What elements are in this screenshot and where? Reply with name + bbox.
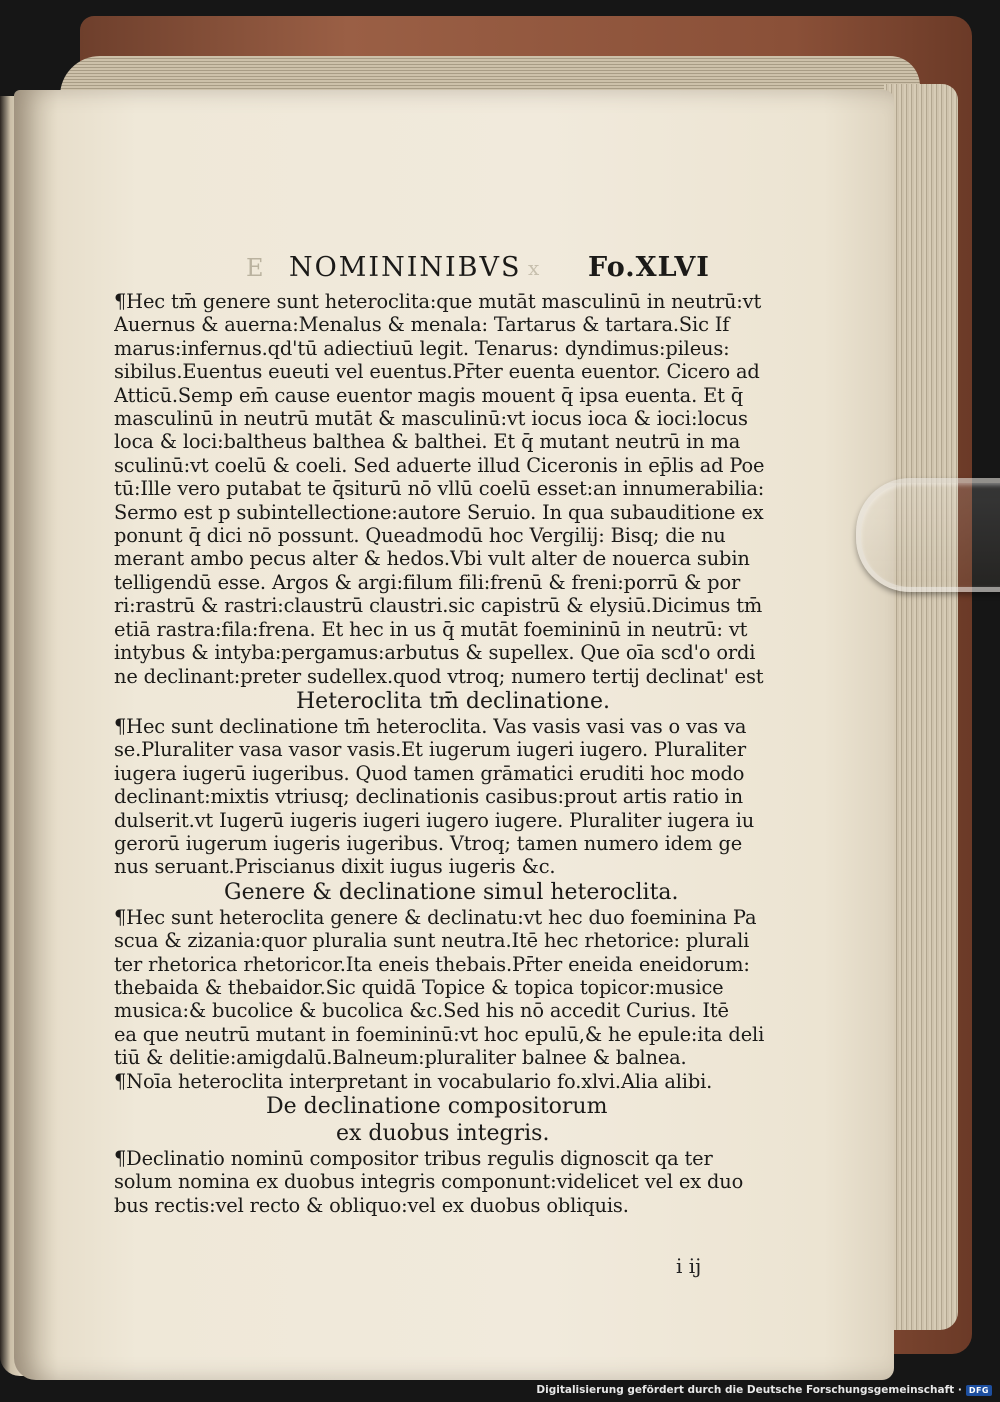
text-line: ea que neutrū mutant in foemininū:vt hoc epulū,& he epule:ita deli bbox=[114, 1022, 765, 1046]
text-line: dulserit.vt Iugerū iugeris iugeri iugero iugere. Pluraliter iugera iu bbox=[114, 808, 755, 832]
page-clip bbox=[856, 478, 1000, 592]
text-line: Auernus & auerna:Menalus & menala: Tartarus & tartara.Sic If bbox=[114, 313, 730, 337]
text-line: gerorū iugerum iugeris iugeribus. Vtroq; tamen numero idem ge bbox=[114, 831, 743, 855]
text-line: scua & zizania:quor pluralia sunt neutra.Itē hec rhetorice: plurali bbox=[114, 929, 750, 953]
text-line: marus:infernus.qd'tū adiectiuū legit. Tenarus: dyndimus:pileus: bbox=[114, 336, 730, 360]
text-line: ¶Hec sunt heteroclita genere & declinatu:vt hec duo foeminina Pa bbox=[114, 905, 757, 929]
folio-number: Fo.XLVI bbox=[588, 252, 710, 283]
text-line: se.Pluraliter vasa vasor vasis.Et iugerum iugeri iugero. Pluraliter bbox=[114, 738, 746, 762]
section-heading-genere-declinatione: Genere & declinatione simul heteroclita. bbox=[224, 879, 679, 905]
book-page bbox=[14, 90, 894, 1380]
paragraph-genere-declinatione bbox=[114, 906, 784, 1093]
text-line: bus rectis:vel recto & obliquo:vel ex duobus obliquis. bbox=[114, 1193, 629, 1217]
running-title: NOMININIBVS bbox=[289, 252, 522, 283]
text-line: intybus & intyba:pergamus:arbutus & supellex. Que oīa scd'o ordi bbox=[114, 641, 756, 665]
text-line: solum nomina ex duobus integris componunt:videlicet vel ex duo bbox=[114, 1170, 744, 1194]
signature-mark: i ij bbox=[676, 1254, 702, 1278]
text-line: ¶Hec tm̄ genere sunt heteroclita:que mutāt masculinū in neutrū:vt bbox=[114, 290, 762, 313]
text-line: ne declinant:preter sudellex.quod vtroq; numero tertij declinat' est bbox=[114, 664, 764, 688]
text-line: ¶Hec sunt declinatione tm̄ heteroclita. Vas vasis vasi vas o vas va bbox=[114, 714, 747, 738]
text-line: tū:Ille vero putabat te q̄siturū nō vllū coelū esset:an innumerabilia: bbox=[114, 477, 765, 501]
text-line: sculinū:vt coelū & coeli. Sed aduerte illud Ciceronis in ep̄lis ad Poe bbox=[114, 453, 765, 477]
section-heading-compositorum-2: ex duobus integris. bbox=[336, 1121, 550, 1146]
text-line: ter rhetorica rhetoricor.Ita eneis thebais.Pr̄ter eneida eneidorum: bbox=[114, 952, 750, 976]
dfg-credit bbox=[536, 1384, 992, 1396]
text-line: tiū & delitie:amigdalū.Balneum:pluraliter balnee & balnea. bbox=[114, 1046, 687, 1070]
text-line: loca & loci:baltheus balthea & balthei. Et q̄ mutant neutrū in ma bbox=[114, 430, 741, 454]
text-line: etiā rastra:fila:frena. Et hec in us q̄ mutāt foemininū in neutrū: vt bbox=[114, 617, 748, 641]
text-line: thebaida & thebaidor.Sic quidā Topice & topica topicor:musice bbox=[114, 975, 724, 999]
text-line: Atticū.Semp em̄ cause euentor magis mouent q̄ ipsa euenta. Et q̄ bbox=[114, 383, 744, 407]
text-line: ¶Declinatio nominū compositor tribus regulis dignoscit qa ter bbox=[114, 1147, 713, 1170]
text-line: merant ambo pecus alter & hedos.Vbi vult alter de nouerca subin bbox=[114, 547, 750, 571]
paragraph-heteroclita-genere bbox=[114, 290, 784, 688]
text-line: ri:rastrū & rastri:claustrū claustri.sic capistrū & elysiū.Dicimus tm̄ bbox=[114, 594, 763, 618]
text-line: ¶Noīa heteroclita interpretant in vocabulario fo.xlvi.Alia alibi. bbox=[114, 1069, 713, 1093]
dfg-logo-icon: DFG bbox=[966, 1385, 992, 1396]
text-block bbox=[114, 250, 784, 1217]
text-line: telligendū esse. Argos & argi:filum fili:frenū & freni:porrū & por bbox=[114, 570, 741, 594]
header-ghost-right: x bbox=[528, 256, 541, 280]
text-line: nus seruant.Priscianus dixit iugus iugeris &c. bbox=[114, 855, 556, 879]
text-line: Sermo est p subintellectione:autore Seruio. In qua subauditione ex bbox=[114, 500, 764, 524]
section-heading-compositorum: De declinatione compositorum bbox=[266, 1094, 608, 1119]
paragraph-compositorum bbox=[114, 1147, 784, 1217]
text-line: sibilus.Euentus eueuti vel euentus.Pr̄ter euenta euentor. Cicero ad bbox=[114, 360, 760, 384]
text-line: declinant:mixtis vtriusq; declinationis casibus:prout artis ratio in bbox=[114, 785, 743, 809]
text-line: iugera iugerū iugeribus. Quod tamen grāmatici eruditi hoc modo bbox=[114, 761, 745, 785]
credit-text: Digitalisierung gefördert durch die Deutsche Forschungsgemeinschaft · bbox=[536, 1384, 962, 1396]
text-line: masculinū in neutrū mutāt & masculinū:vt iocus ioca & ioci:locus bbox=[114, 407, 748, 431]
section-heading-declinatione: Heteroclita tm̄ declinatione. bbox=[296, 688, 610, 714]
paragraph-heteroclita-declinatione bbox=[114, 715, 784, 879]
page-block-fore-edge bbox=[884, 84, 958, 1330]
text-line: ponunt q̄ dici nō possunt. Queadmodū hoc Vergilij: Bisq; die nu bbox=[114, 524, 726, 548]
running-header bbox=[114, 250, 784, 290]
text-line: musica:& bucolice & bucolica &c.Sed his nō accedit Curius. Itē bbox=[114, 999, 729, 1023]
header-ghost-left: E bbox=[246, 254, 265, 282]
